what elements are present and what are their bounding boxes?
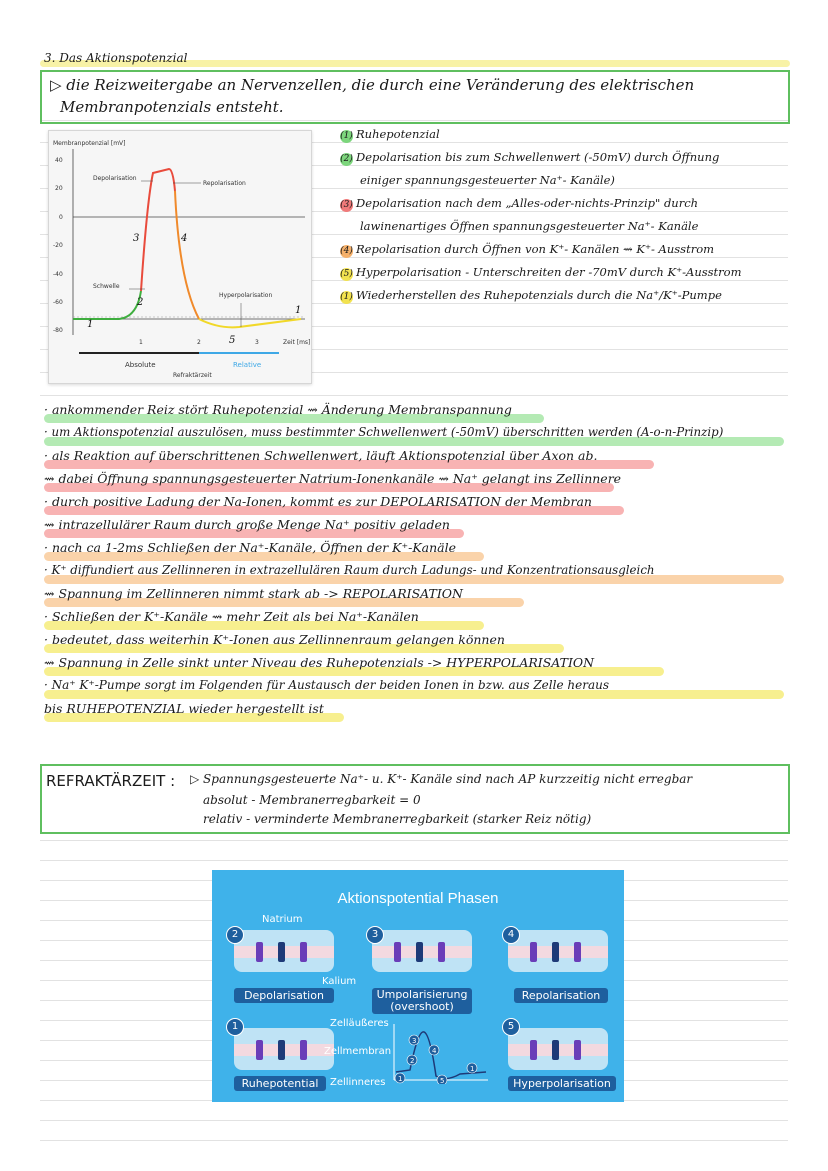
label-natrium: Natrium	[262, 914, 303, 925]
cell-depolarisation	[234, 930, 334, 972]
label-hyperpolarisation: Hyperpolarisation	[219, 292, 273, 299]
phase-item: (5) Hyperpolarisation - Unterschreiten der -70mV durch K⁺-Ausstrom	[340, 265, 742, 279]
x-tick-labels	[139, 339, 310, 346]
phase-item-cont: einiger spannungsgesteuerter Na⁺- Kanäle)	[360, 173, 615, 187]
phase-item-cont: lawinenartiges Öffnen spannungsgesteuerter Na⁺- Kanäle	[360, 219, 699, 233]
curve-repolarisation-segment	[175, 191, 199, 319]
note-line: bis RUHEPOTENZIAL wieder hergestellt ist	[44, 701, 324, 716]
note-line: · um Aktionspotenzial auszulösen, muss bestimmter Schwellenwert (-50mV) überschritten werden (A-o-n-Prinzip)	[44, 425, 724, 439]
cell-ruhepotential	[234, 1028, 334, 1070]
phase-item: (1) Ruhepotenzial	[340, 127, 440, 141]
note-line: ⇝ intrazellulärer Raum durch große Menge Na⁺ positiv geladen	[44, 517, 450, 532]
action-potential-graph	[48, 130, 312, 384]
graph-marker: 4	[181, 233, 188, 244]
refraktaer-line-1: ▷ Spannungsgesteuerte Na⁺- u. K⁺- Kanäle sind nach AP kurzzeitig nicht erregbar	[190, 772, 693, 786]
label-zellmembran: Zellmembran	[324, 1046, 392, 1057]
mini-marker: 1	[398, 1075, 403, 1083]
curve-resting-segment	[73, 291, 144, 319]
caption-umpolarisierung: Umpolarisierung (overshoot)	[372, 988, 472, 1014]
mini-marker: 3	[412, 1037, 417, 1045]
graph-marker: 3	[133, 233, 140, 244]
curve-hyperpolarisation-segment	[199, 319, 301, 327]
note-line: ⇝ Spannung in Zelle sinkt unter Niveau des Ruhepotenzials -> HYPERPOLARISATION	[44, 655, 595, 670]
cell-hyperpolarisation	[508, 1028, 608, 1070]
y-tick-label: -80	[53, 327, 63, 334]
x-tick-label: 2	[197, 339, 201, 346]
caption-depolarisation: Depolarisation	[234, 988, 334, 1003]
badge-5: 5	[502, 1018, 520, 1036]
graph-ylabel: Membranpotenzial [mV]	[53, 140, 126, 147]
caption-repolarisation: Repolarisation	[514, 988, 608, 1003]
label-refraktaerzeit: Refraktärzeit	[173, 372, 212, 379]
refraktaer-line-3: relativ - verminderte Membranerregbarkeit (starker Reiz nötig)	[203, 812, 592, 826]
y-tick-label: 0	[59, 214, 63, 221]
x-tick-label: 1	[139, 339, 143, 346]
graph-svg	[49, 131, 311, 383]
y-tick-label: 40	[55, 157, 63, 164]
cell-umpolarisierung	[372, 930, 472, 972]
graph-marker: 1	[87, 319, 94, 330]
mini-ap-graph	[390, 1020, 490, 1084]
label-repolarisation: Repolarisation	[203, 180, 246, 187]
x-axis-label: Zeit [ms]	[283, 339, 311, 346]
label-absolute: Absolute	[125, 361, 156, 369]
y-tick-label: -20	[53, 242, 63, 249]
graph-marker: 2	[137, 297, 144, 308]
phase-item: (2) Depolarisation bis zum Schwellenwert (-50mV) durch Öffnung	[340, 150, 720, 164]
cell-repolarisation	[508, 930, 608, 972]
definition-line-2: Membranpotenzials entsteht.	[60, 98, 284, 116]
note-line: ⇝ Spannung im Zellinneren nimmt stark ab -> REPOLARISATION	[44, 586, 463, 601]
note-line: · Na⁺ K⁺-Pumpe sorgt im Folgenden für Austausch der beiden Ionen in bzw. aus Zelle heraus	[44, 678, 609, 692]
graph-marker: 1	[295, 305, 302, 316]
y-tick-label: 20	[55, 185, 63, 192]
diagram-title: Aktionspotential Phasen	[337, 890, 499, 907]
x-tick-label: 3	[255, 339, 259, 346]
badge-4: 4	[502, 926, 520, 944]
note-line: · bedeutet, dass weiterhin K⁺-Ionen aus Zellinnenraum gelangen können	[44, 632, 505, 647]
mini-marker: 2	[410, 1057, 415, 1065]
note-line: ⇝ dabei Öffnung spannungsgesteuerter Natrium-Ionenkanäle ⇝ Na⁺ gelangt ins Zellinnere	[44, 471, 622, 486]
y-tick-label: -60	[53, 299, 63, 306]
y-tick-label: -40	[53, 271, 63, 278]
refraktaer-label: REFRAKTÄRZEIT :	[46, 772, 176, 790]
caption-hyperpolarisation: Hyperpolarisation	[508, 1076, 616, 1091]
caption-ruhepotential: Ruhepotential	[234, 1076, 326, 1091]
page-title: 3. Das Aktionspotenzial	[44, 51, 188, 65]
mini-marker: 5	[440, 1077, 445, 1084]
note-line: · nach ca 1-2ms Schließen der Na⁺-Kanäle, Öffnen der K⁺-Kanäle	[44, 540, 457, 555]
label-zellinneres: Zellinneres	[330, 1077, 386, 1088]
phase-item: (4) Repolarisation durch Öffnen von K⁺- Kanälen ⇝ K⁺- Ausstrom	[340, 242, 715, 256]
note-line: · K⁺ diffundiert aus Zellinneren in extrazellulären Raum durch Ladungs- und Konzentrationsausgleich	[44, 563, 655, 577]
note-line: · Schließen der K⁺-Kanäle ⇝ mehr Zeit als bei Na⁺-Kanälen	[44, 609, 419, 624]
label-depolarisation: Depolarisation	[93, 175, 137, 182]
phase-item: (1) Wiederherstellen des Ruhepotenzials durch die Na⁺/K⁺-Pumpe	[340, 288, 722, 302]
note-line: · ankommender Reiz stört Ruhepotenzial ⇝ Änderung Membranspannung	[44, 402, 512, 417]
label-kalium: Kalium	[322, 976, 357, 987]
ap-phases-diagram	[212, 870, 624, 1102]
graph-marker: 5	[229, 335, 236, 346]
note-line: · als Reaktion auf überschrittenen Schwellenwert, läuft Aktionspotenzial über Axon ab.	[44, 448, 598, 463]
label-zellaeusseres: Zelläußeres	[330, 1018, 389, 1029]
badge-2: 2	[226, 926, 244, 944]
label-relative: Relative	[233, 361, 262, 369]
y-tick-labels	[53, 157, 63, 334]
refraktaer-line-2: absolut - Membranerregbarkeit = 0	[203, 793, 421, 807]
mini-marker: 1	[470, 1065, 475, 1073]
curve-depolarisation-segment	[141, 169, 175, 291]
definition-line-1: ▷ die Reizweitergabe an Nervenzellen, die durch eine Veränderung des elektrischen	[50, 76, 695, 94]
badge-3: 3	[366, 926, 384, 944]
note-line: · durch positive Ladung der Na-Ionen, kommt es zur DEPOLARISATION der Membran	[44, 494, 592, 509]
mini-marker: 4	[432, 1047, 437, 1055]
label-schwelle: Schwelle	[93, 283, 120, 290]
phase-item: (3) Depolarisation nach dem „Alles-oder-nichts-Prinzip" durch	[340, 196, 699, 210]
badge-1: 1	[226, 1018, 244, 1036]
